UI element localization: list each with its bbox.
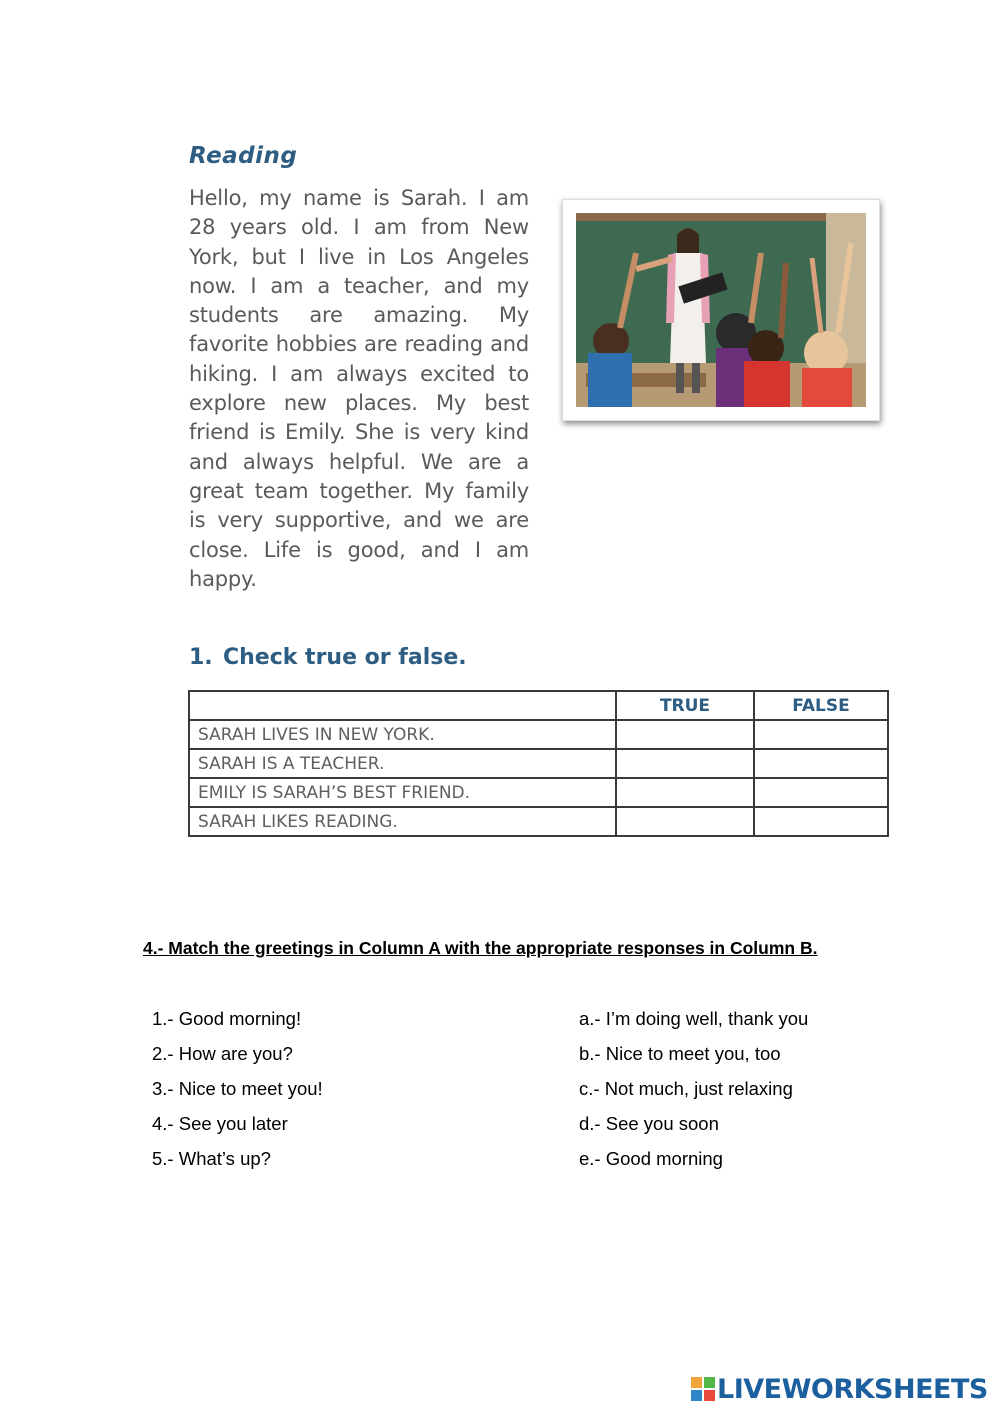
table-row [189,720,888,749]
column-b [579,1005,808,1180]
table-row [189,749,888,778]
reading-passage: Hello, my name is Sarah. I am 28 years old. I am from New York, but I live in Los Angeles now. I am a teacher, and my students are amazing. My favorite hobbies are reading and hiking. I am always excited to explore new places. My best friend is Emily. She is very kind and always helpful. We are a great team together. My family is very supportive, and we are close. Life is good, and I am happy. [189,186,529,591]
table-row [189,778,888,807]
statement-cell: EMILY IS SARAH’S BEST FRIEND. [189,778,616,807]
statement-cell: SARAH LIVES IN NEW YORK. [189,720,616,749]
true-answer-cell[interactable] [616,778,754,807]
column-a-item[interactable]: 5.- What’s up? [152,1148,271,1169]
brand-name: LIVEWORKSHEETS [717,1373,988,1405]
column-a-item[interactable]: 3.- Nice to meet you! [152,1078,323,1099]
column-a-item[interactable]: 1.- Good morning! [152,1008,302,1029]
false-answer-cell[interactable] [754,720,888,749]
liveworksheets-logo-icon [691,1377,715,1401]
statement-cell: SARAH LIKES READING. [189,807,616,836]
column-b-item[interactable]: d.- See you soon [579,1113,719,1134]
column-b-item[interactable]: c.- Not much, just relaxing [579,1078,793,1099]
false-answer-cell[interactable] [754,778,888,807]
false-answer-cell[interactable] [754,807,888,836]
false-answer-cell[interactable] [754,749,888,778]
classroom-illustration [576,213,866,407]
table-header-row [189,691,888,720]
true-header: TRUE [616,691,754,720]
true-false-table [188,690,889,837]
column-a-item[interactable]: 2.- How are you? [152,1043,293,1064]
true-answer-cell[interactable] [616,807,754,836]
table-row [189,807,888,836]
column-a [152,1005,323,1180]
exercise1-title-text: Check true or false. [223,645,467,670]
true-answer-cell[interactable] [616,720,754,749]
liveworksheets-brand[interactable] [691,1372,988,1406]
classroom-photo [562,199,880,421]
statement-cell: SARAH IS A TEACHER. [189,749,616,778]
statement-header [189,691,616,720]
true-answer-cell[interactable] [616,749,754,778]
exercise1-number: 1. [189,645,213,670]
exercise1-title [189,645,467,670]
false-header: FALSE [754,691,888,720]
reading-title: Reading [189,143,298,169]
exercise4-title: 4.- Match the greetings in Column A with the appropriate responses in Column B. [143,938,818,958]
column-b-item[interactable]: e.- Good morning [579,1148,723,1169]
column-b-item[interactable]: b.- Nice to meet you, too [579,1043,781,1064]
column-a-item[interactable]: 4.- See you later [152,1113,288,1134]
column-b-item[interactable]: a.- I’m doing well, thank you [579,1008,809,1029]
